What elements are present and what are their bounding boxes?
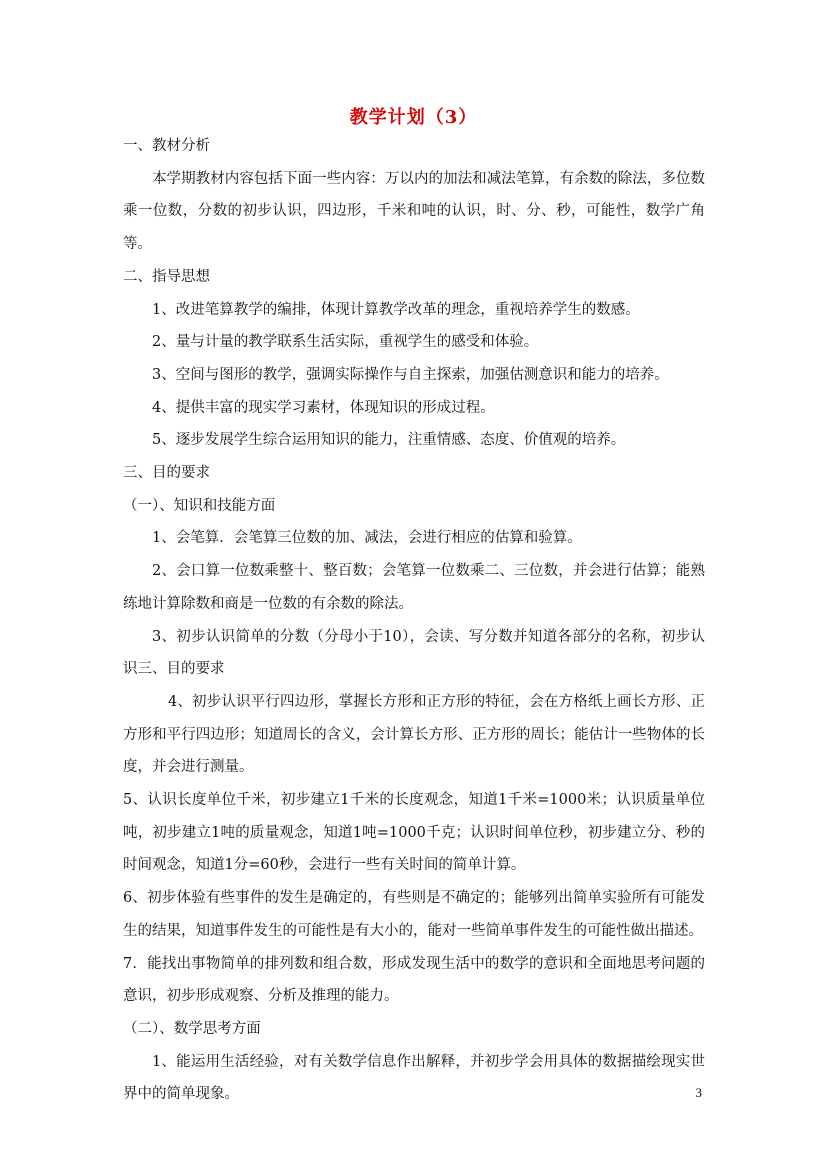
section-heading-guiding-ideas: 二、指导思想 [123, 268, 210, 285]
objective-item-7: 7．能找出事物简单的排列数和组合数，形成发现生活中的数学的意识和全面地思考问题的意识，初步形成观察、分析及推理的能力。 [123, 955, 705, 1005]
subsection-heading-knowledge-skills: （一）、知识和技能方面 [123, 497, 276, 514]
guiding-item-4: 4、提供丰富的现实学习素材，体现知识的形成过程。 [152, 399, 495, 416]
section-heading-objectives: 三、目的要求 [123, 465, 210, 482]
objective-item-5: 5、认识长度单位千米，初步建立1千米的长度观念，知道1千米=1000米；认识质量单位吨，初步建立1吨的质量观念，知道1吨=1000千克；认识时间单位秒，初步建立分、秒的时间观念，知道1分=60秒，会进行一些有关时间的简单计算。 [123, 792, 705, 874]
thinking-item-1: 1、能运用生活经验，对有关数学信息作出解释，并初步学会用具体的数据描绘现实世界中的简单现象。 [123, 1053, 705, 1103]
objective-item-1: 1、会笔算．会笔算三位数的加、减法，会进行相应的估算和验算。 [152, 530, 582, 547]
objective-item-3: 3、初步认识简单的分数（分母小于10），会读、写分数并知道各部分的名称，初步认识三、目的要求 [123, 628, 705, 678]
objective-item-4: 4、初步认识平行四边形，掌握长方形和正方形的特征，会在方格纸上画长方形、正方形和平行四边形；知道周长的含义，会计算长方形、正方形的周长；能估计一些物体的长度，并会进行测量。 [123, 693, 705, 776]
paragraph-textbook-content: 本学期教材内容包括下面一些内容：万以内的加法和减法笔算，有余数的除法，多位数乘一位数，分数的初步认识，四边形，千米和吨的认识，时、分、秒，可能性，数学广角等。 [123, 170, 705, 253]
page-number: 3 [695, 1085, 702, 1100]
guiding-item-1: 1、改进笔算教学的编排，体现计算教学改革的理念，重视培养学生的数感。 [152, 301, 640, 318]
document-title: 教学计划（3） [349, 107, 478, 128]
objective-item-6: 6、初步体验有些事件的发生是确定的，有些则是不确定的；能够列出简单实验所有可能发生的结果，知道事件发生的可能性是有大小的，能对一些简单事件发生的可能性做出描述。 [123, 890, 705, 939]
guiding-item-3: 3、空间与图形的教学，强调实际操作与自主探索，加强估测意识和能力的培养。 [152, 366, 669, 383]
section-heading-textbook-analysis: 一、教材分析 [123, 138, 210, 154]
subsection-heading-math-thinking: （二）、数学思考方面 [123, 1020, 261, 1037]
guiding-item-2: 2、量与计量的教学联系生活实际，重视学生的感受和体验。 [152, 334, 539, 351]
objective-item-2: 2、会口算一位数乘整十、整百数；会笔算一位数乘二、三位数，并会进行估算；能熟练地计算除数和商是一位数的有余数的除法。 [123, 563, 705, 612]
document-body [123, 130, 705, 1111]
guiding-item-5: 5、逐步发展学生综合运用知识的能力，注重情感、态度、价值观的培养。 [152, 432, 626, 449]
